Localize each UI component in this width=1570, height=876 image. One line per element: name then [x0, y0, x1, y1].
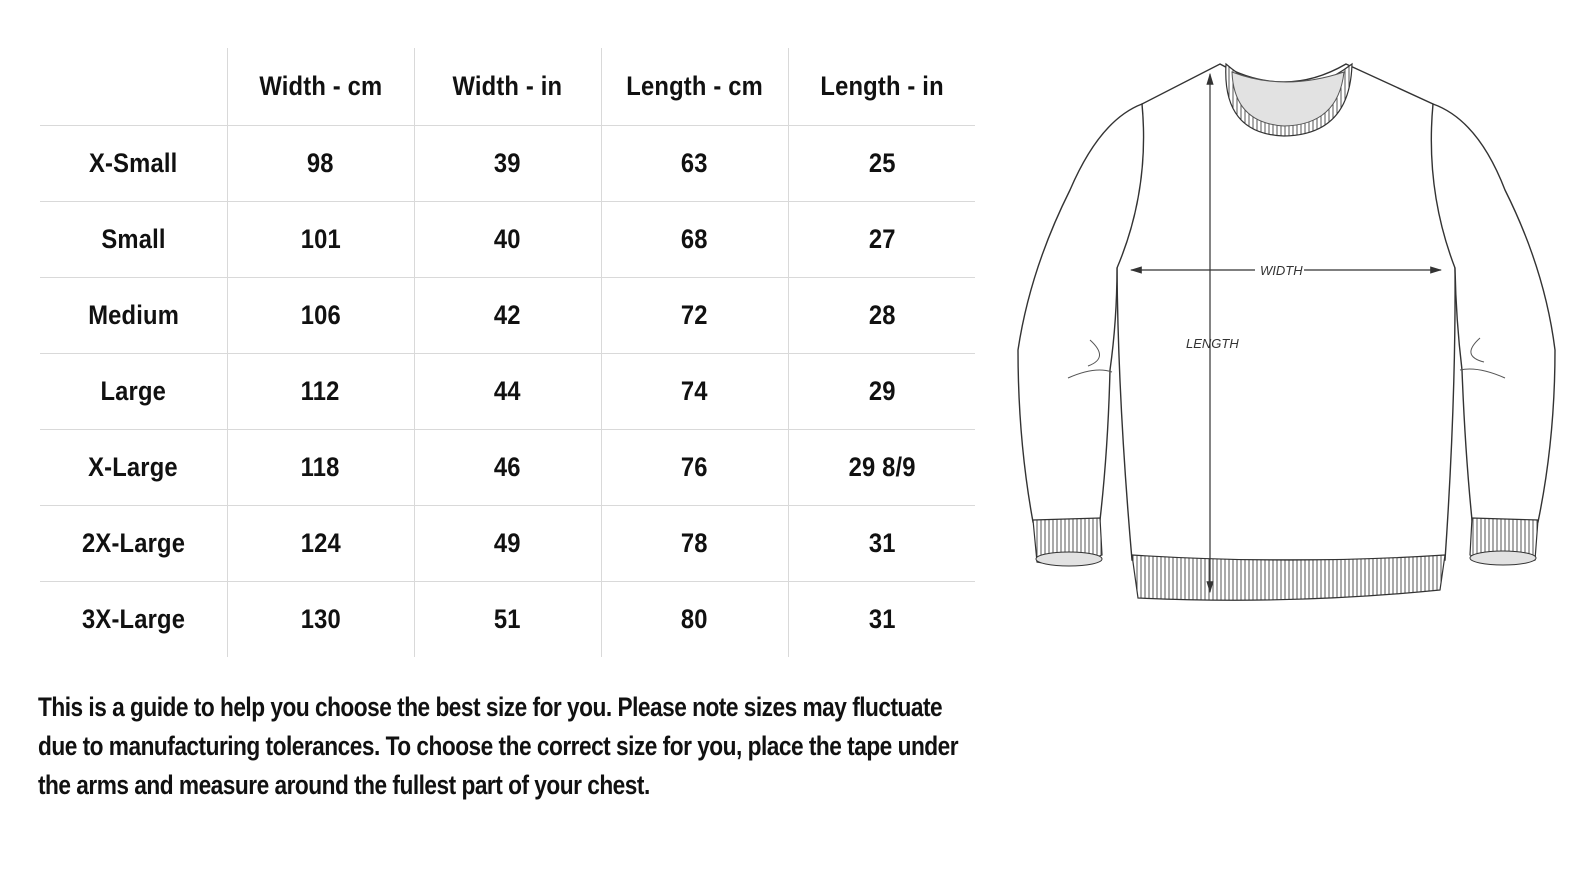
guide-line-3: the arms and measure around the fullest part of your chest.: [38, 770, 650, 800]
length-cm-cell: 78: [601, 506, 788, 582]
length-label: LENGTH: [1186, 336, 1239, 351]
size-label: 3X-Large: [40, 582, 227, 658]
guide-line-1: This is a guide to help you choose the best size for you. Please note sizes may fluctuate: [38, 692, 943, 722]
size-label: Small: [40, 202, 227, 278]
header-length-in: Length - in: [788, 48, 975, 126]
length-in-cell: 25: [788, 126, 975, 202]
table-row: [40, 126, 975, 202]
length-cm-cell: 63: [601, 126, 788, 202]
table-row: [40, 202, 975, 278]
sweatshirt-measurement-diagram: [1010, 55, 1560, 610]
header-size: [40, 48, 227, 126]
table-row: [40, 354, 975, 430]
width-cm-cell: 130: [227, 582, 414, 658]
width-label: WIDTH: [1260, 263, 1303, 278]
left-cuff-opening: [1036, 552, 1102, 566]
size-label: X-Large: [40, 430, 227, 506]
width-in-cell: 46: [414, 430, 601, 506]
width-in-cell: 40: [414, 202, 601, 278]
sweatshirt-body: [1117, 64, 1455, 560]
width-cm-cell: 106: [227, 278, 414, 354]
table-header-row: [40, 48, 975, 126]
hem-band: [1132, 555, 1445, 600]
width-cm-cell: 98: [227, 126, 414, 202]
table-row: [40, 506, 975, 582]
width-cm-cell: 112: [227, 354, 414, 430]
size-label: 2X-Large: [40, 506, 227, 582]
table-row: [40, 278, 975, 354]
size-label: Large: [40, 354, 227, 430]
width-in-cell: 42: [414, 278, 601, 354]
size-chart-table: [40, 48, 975, 657]
guide-line-2: due to manufacturing tolerances. To choose the correct size for you, place the tape under: [38, 731, 959, 761]
width-in-cell: 49: [414, 506, 601, 582]
size-label: X-Small: [40, 126, 227, 202]
width-cm-cell: 118: [227, 430, 414, 506]
length-in-cell: 29: [788, 354, 975, 430]
size-label: Medium: [40, 278, 227, 354]
length-cm-cell: 80: [601, 582, 788, 658]
width-in-cell: 39: [414, 126, 601, 202]
length-in-cell: 27: [788, 202, 975, 278]
width-cm-cell: 101: [227, 202, 414, 278]
width-in-cell: 44: [414, 354, 601, 430]
width-cm-cell: 124: [227, 506, 414, 582]
length-in-cell: 31: [788, 582, 975, 658]
header-width-in: Width - in: [414, 48, 601, 126]
length-cm-cell: 72: [601, 278, 788, 354]
table-row: [40, 582, 975, 658]
width-in-cell: 51: [414, 582, 601, 658]
length-in-cell: 29 8/9: [788, 430, 975, 506]
length-in-cell: 28: [788, 278, 975, 354]
header-width-cm: Width - cm: [227, 48, 414, 126]
table-row: [40, 430, 975, 506]
length-cm-cell: 68: [601, 202, 788, 278]
header-length-cm: Length - cm: [601, 48, 788, 126]
length-in-cell: 31: [788, 506, 975, 582]
right-cuff-opening: [1470, 551, 1536, 565]
length-cm-cell: 74: [601, 354, 788, 430]
size-guide-note: [38, 688, 978, 805]
length-cm-cell: 76: [601, 430, 788, 506]
